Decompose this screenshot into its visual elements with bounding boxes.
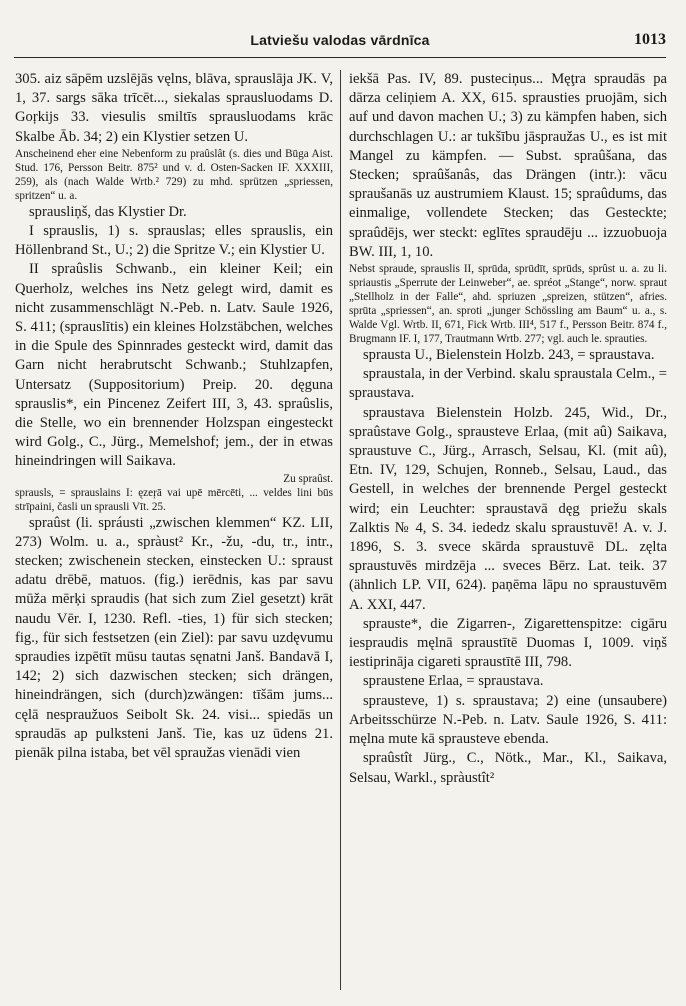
entry-text: 305. aiz sāpēm uzslējās vęlns, blāva, sprauslāja JK. V, 1, 37. sargs sāka trīcēt..., siekalas sprausluodams D. Goŗkijs 33. viesulis smiltīs sprausluodams krāc Skalbe Āb. 34; 2) ein Klystier setzen U.	[15, 71, 333, 145]
entry-sprausls: sprausls, = sprauslains I: ęzeŗā vai upē mērcēti, ... veldes lini būs strīpaini, časli un sprausli Vīt. 25.	[15, 486, 333, 513]
page-number: 1013	[634, 31, 666, 48]
entry-text: iekšā Pas. IV, 89. pusteciņus... Męţra spraudās pa dārza celiņiem A. XX, 615. sprausties pruojām, sich auf und davon machen U.; 3) zu kämpfen haben, sich durchschlagen U.: ar tukšību jāspraužas U., es ist mit Mangel zu kämpfen. — Subst. spraûšana, das Stecken; spraûšanâs, das Drängen (intr.): vācu spraušanās uz austrumiem Klaust. 15; spraûdums, das einmalige, vollendete Stecken; das Gesteckte; spraûdējs, wer steckt: eglītes spraudēju ... izzuobuoja BW. III, 1, 10.	[349, 71, 667, 260]
column-divider	[340, 70, 341, 990]
entry-sprauslins: sprausliņš, das Klystier Dr.	[29, 203, 187, 220]
etymology-note: Nebst spraude, sprauslis II, sprūda, sprūdīt, sprūds, sprûst u. a. zu li. spriaustis „Sperrute der Leinweber“, ae. spréot „Stange“, norw. spraut „Stellholz in der Falle“, ahd. spriuzen „spreizen, stützen“, afries. sprūta „spriessen“, an. sproti „junger Schössling am Baum“ u. a., s. Walde Vgl. Wrtb. II, 671, Fick Wrtb. III⁴, 517 f., Persson Beitr. 874 f., Brugmann IF. I, 177, Trautmann Wrtb. 277; vgl. auch le. sprauties.	[349, 263, 667, 346]
entry-sprauslis-1: I sprauslis, 1) s. sprauslas; elles sprauslis, ein Höllenbrand St., U.; 2) die Spritze V.; ein Klystier U.	[15, 223, 333, 259]
page-header	[14, 32, 666, 54]
running-title: Latviešu valodas vārdnīca	[250, 32, 430, 48]
etymology-note: Zu spraûst.	[283, 472, 333, 485]
entry-sprausteve: sprausteve, 1) s. spraustava; 2) eine (unsaubere) Arbeitsschürze N.-Peb. n. Latv. Saule 1926, S. 411: męlna mute kā sprausteve ebenda.	[349, 692, 667, 748]
entry-spraustene: spraustene Erlaa, = spraustava.	[363, 673, 544, 690]
entry-spraustit: spraûstît Jürg., C., Nötk., Mar., Kl., Saikava, Selsau, Warkl., spràustît²	[349, 750, 667, 786]
entry-spraustala: spraustala, in der Verbind. skalu spraustala Celm., = spraustava.	[349, 366, 667, 402]
entry-spraust: spraûst (li. spráusti „zwischen klemmen“ KZ. LII, 273) Wolm. u. a., spràust² Kr., -žu, -du, tr., intr., stecken; zwischenein stecken, einstecken U.: spraust adatu drēbē, matuos. (fig.) ierēdnis, kas par savu mūža mērķi spraudis (hat sich zum Ziel gesetzt) krāt naudu Vēr. I, 1230. Refl. -ties, 1) für sich stecken; fig., für sich festsetzen (ein Ziel): par savu uzdęvumu spraudies izpētīt mūsu tautas sęnatni Janš. Bandavā I, 142; 2) sich dazwischen stecken; sich drängen, hineindrängen, sich (durch)zwängen: tīšām jums... cęlā nespraužuos Seibolt Sk. 24. visi... spiedās un spraudās ap pulksteni Janš. Tie, kas uz ūdens 21. pienāk pilna istaba, bet vēl spraužas vienādi vien	[15, 514, 333, 762]
entry-sprauste: sprauste*, die Zigarren-, Zigarettenspitze: cigāru iespraudis męlnā spraustītē Duomas I, 1009. viņš iestiprināja cigareti spraustītē III, 798.	[349, 615, 667, 671]
header-rule	[14, 57, 666, 58]
left-column	[15, 70, 333, 763]
right-column	[349, 70, 667, 788]
entry-spraustava: spraustava Bielenstein Holzb. 245, Wid., Dr., spraûstave Golg., sprausteve Erlaa, (mit aû) Saikava, spraustuve C., Jürg., Arrasch, Selsau, Kl. (mit aû), Etn. IV, 129, Schujen, Ronneb., Selsau, Laud., das Gestell, in welches der brennende Pergel gesteckt wird; ein Leuchter: spraustavā dęg priežu skals Zalktis № 4, S. 34. iededz skalu spraustuvē! A. v. J. 1896, S. 3. svece skārda spraustuvē DL. zęlta spraustuvēs mirdzēja ... sveces Bērz. Lat. teik. 37 (ähnlich LP. VII, 624). paņēma lāpu no spraustuvēm A. XXI, 447.	[349, 404, 667, 613]
entry-sprausta: sprausta U., Bielenstein Holzb. 243, = spraustava.	[363, 347, 655, 364]
entry-sprauslis-2: II spraûslis Schwanb., ein kleiner Keil; ein Querholz, welches ins Netz gelegt wird, damit es nicht zusammenschlägt N.-Peb. n. Latv. Saule 1926, S. 411; (sprauslītis) ein kleines Holzstäbchen, welches in die Spule des Spinnrades gesteckt wird, damit das Garn nicht herabrutscht Schwanb.; Stuhlzapfen, Untersatz (Suppositorium) Preip. 20. dęguna sprauslis*, ein Pincenez Zeifert III, 3, 43. spraûslis, die Stelle, wo ein brennender Holzspan eingesteckt wird Golg., C., Jürg., Memelshof; jem., der in etwas hineindringen will Saikava.	[15, 261, 333, 470]
etymology-note: Anscheinend eher eine Nebenform zu praûslât (s. dies und Būga Aist. Stud. 176, Persson Beitr. 875² und v. d. Osten-Sacken IF. XXXIII, 259), als (nach Walde Wrtb.² 729) zu mhd. sprützen „spriessen, spritzen“ u. a.	[15, 147, 333, 202]
